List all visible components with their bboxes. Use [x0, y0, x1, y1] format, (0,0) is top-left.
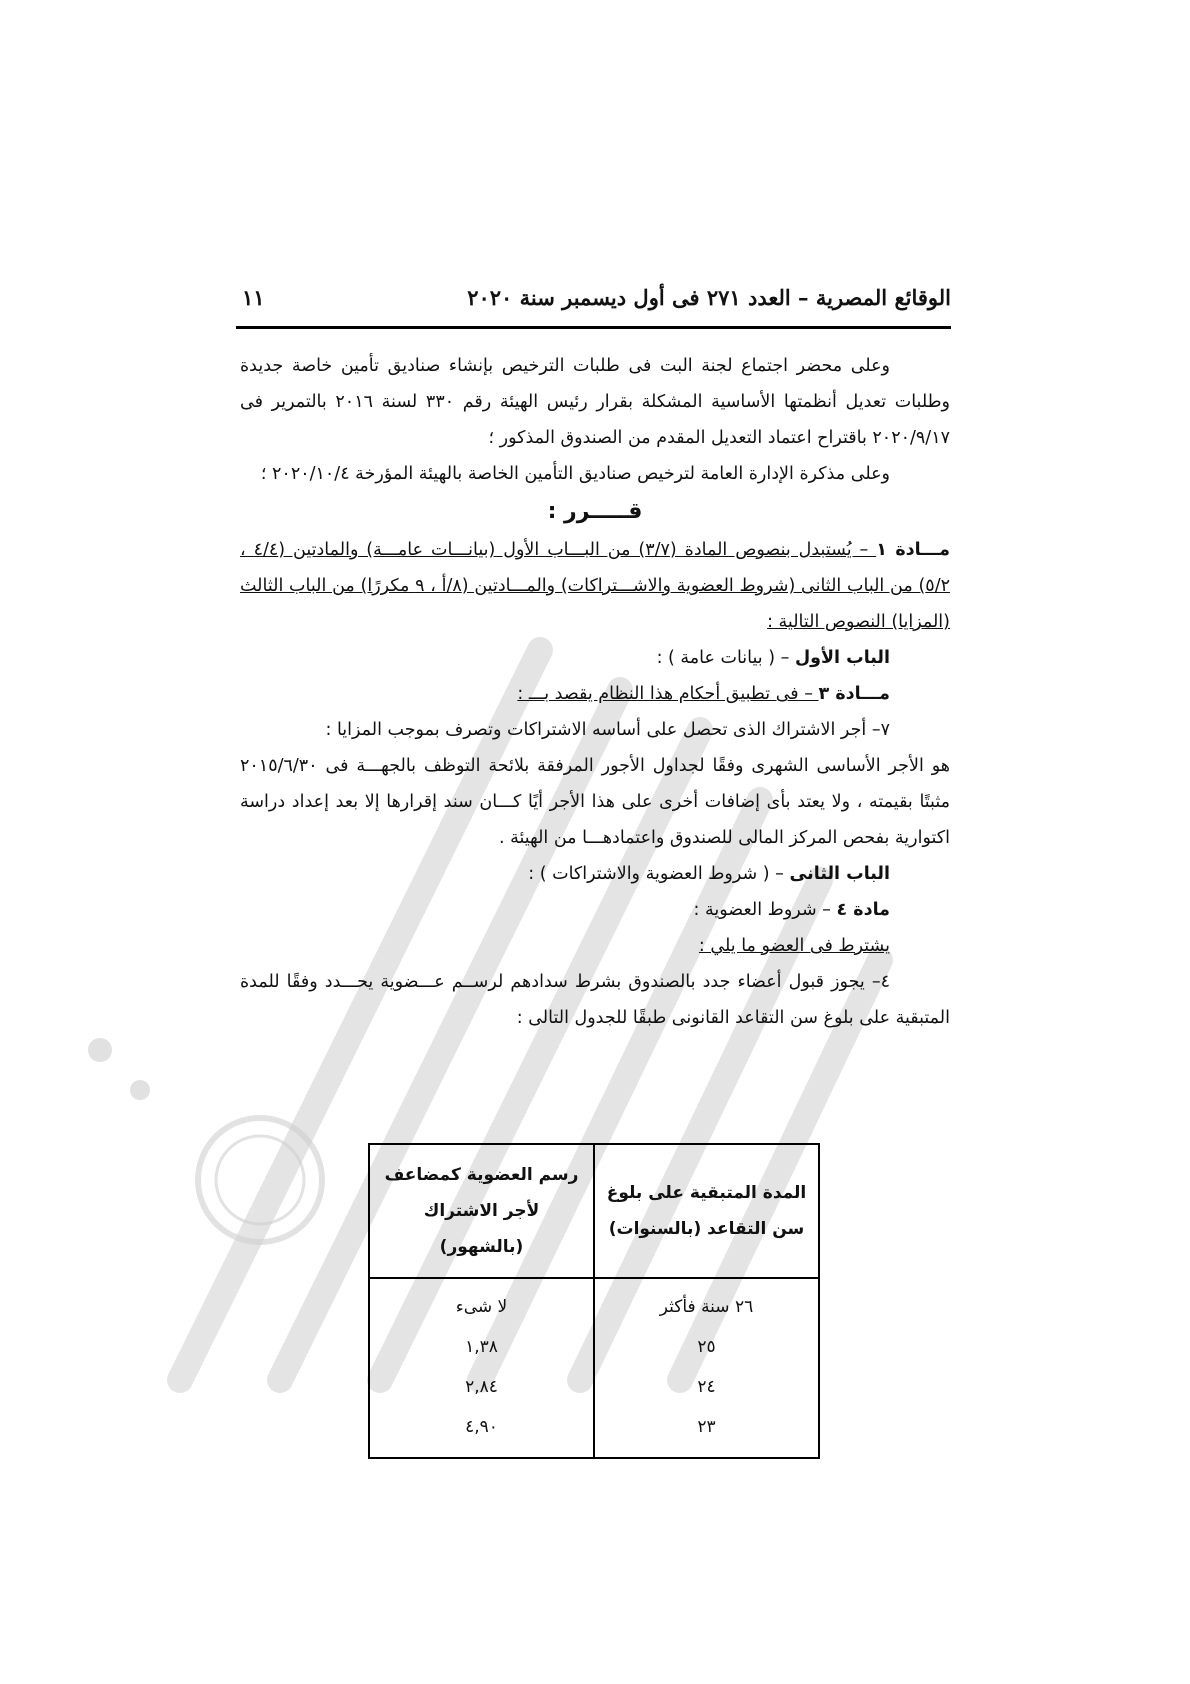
- membership-fee-table-wrap: [368, 1143, 820, 1459]
- table-row: [369, 1407, 819, 1458]
- cell-years: ٢٣: [594, 1407, 819, 1458]
- decision-heading: قـــــرر :: [547, 499, 643, 524]
- paragraph-committee-minutes: وعلى محضر اجتماع لجنة البت فى طلبات الترخيص بإنشاء صناديق تأمين خاصة جديدة وطلبات تعديل أنظمتها الأساسية المشكلة بقرار رئيس الهيئة رقم ٣٣٠ لسنة ٢٠١٦ بالتمرير فى ٢٠٢٠/٩/١٧ باقتراح اعتماد التعديل المقدم من الصندوق المذكور ؛: [240, 356, 950, 448]
- item-7-title: ٧– أجر الاشتراك الذى تحصل على أساسه الاشتراكات وتصرف بموجب المزايا :: [325, 720, 890, 740]
- cell-years: ٢٤: [594, 1367, 819, 1407]
- chapter-1-label: الباب الأول: [794, 648, 890, 668]
- article-1-label: مـــادة ١: [876, 540, 950, 560]
- cell-years: ٢٥: [594, 1327, 819, 1367]
- condition-intro: يشترط فى العضو ما يلي :: [698, 936, 890, 956]
- table-row: [369, 1327, 819, 1367]
- article-3-label: مـــادة ٣: [818, 684, 890, 704]
- item-4-text: ٤– يجوز قبول أعضاء جدد بالصندوق بشرط سدادهم لرســم عـــضوية يحـــدد وفقًا للمدة المتبقية على بلوغ سن التقاعد القانونى طبقًا للجدول التالى :: [240, 972, 950, 1028]
- table-header-row: [369, 1144, 819, 1278]
- paragraph-administration-memo: وعلى مذكرة الإدارة العامة لترخيص صناديق التأمين الخاصة بالهيئة المؤرخة ٢٠٢٠/١٠/٤ ؛: [260, 464, 890, 484]
- chapter-1-heading: [240, 640, 950, 676]
- article-3-text: – فى تطبيق أحكام هذا النظام يقصد بـــ :: [517, 684, 819, 704]
- page-number: ١١: [242, 284, 265, 310]
- chapter-2-label: الباب الثانى: [789, 864, 890, 884]
- chapter-2-title: – ( شروط العضوية والاشتراكات ) :: [528, 864, 790, 884]
- cell-fee: ٢,٨٤: [465, 1377, 498, 1397]
- article-1-text: – يُستبدل بنصوص المادة (٣/٧) من البـــاب الأول (بيانـــات عامـــة) والمادتين (٤/٤ ، ٥/٢) من الباب الثانى (شروط العضوية والاشـــتراكات) والمـــادتين (٨/أ ، ٩ مكررًا) من الباب الثالث (المزايا) النصوص التالية :: [240, 540, 950, 632]
- table-row: [369, 1367, 819, 1407]
- article-4-label: مادة ٤: [836, 900, 890, 920]
- article-1: [240, 532, 950, 640]
- column-header-fee: رسم العضوية كمضاعف لأجر الاشتراك (بالشهور): [369, 1144, 594, 1278]
- cell-years: ٢٦ سنة فأكثر: [594, 1278, 819, 1327]
- article-4-heading: [240, 892, 950, 928]
- document-body: [240, 348, 950, 1036]
- page-header: [236, 272, 951, 329]
- header-title: الوقائع المصرية – العدد ٢٧١ فى أول ديسمبر سنة ٢٠٢٠: [467, 284, 951, 310]
- item-7-text: هو الأجر الأساسى الشهرى وفقًا لجداول الأجور المرفقة بلائحة التوظف بالجهـــة فى ٢٠١٥/٦/٣٠ مثبتًا بقيمته ، ولا يعتد بأى إضافات أخرى على هذا الأجر أيًا كـــان سند إقرارها إلا بعد إعداد دراسة اكتوارية بفحص المركز المالى للصندوق واعتمادهـــا من الهيئة .: [240, 756, 950, 848]
- chapter-2-heading: [240, 856, 950, 892]
- cell-fee: لا شىء: [455, 1297, 508, 1317]
- chapter-1-title: – ( بيانات عامة ) :: [656, 648, 795, 668]
- membership-fee-table: [368, 1143, 820, 1459]
- cell-fee: ٤,٩٠: [465, 1417, 498, 1437]
- cell-fee: ١,٣٨: [465, 1337, 498, 1357]
- table-row: [369, 1278, 819, 1327]
- article-3: [240, 676, 950, 712]
- article-4-title: – شروط العضوية :: [693, 900, 837, 920]
- column-header-years: المدة المتبقية على بلوغ سن التقاعد (بالسنوات): [594, 1144, 819, 1278]
